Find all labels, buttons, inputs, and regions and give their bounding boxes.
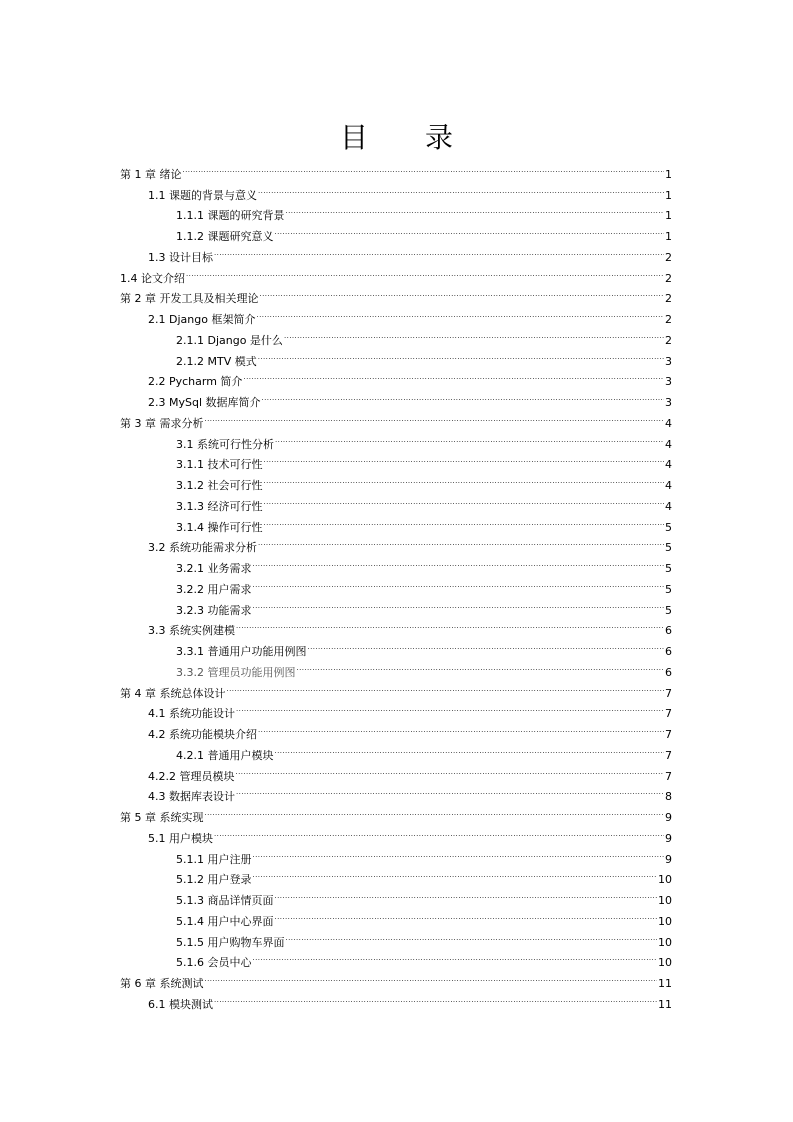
toc-entry-page-number: 4	[665, 416, 672, 430]
toc-entry-page-number: 9	[665, 852, 672, 866]
toc-entry-label: 1.3 设计目标	[148, 250, 213, 264]
toc-leader-dots	[262, 385, 664, 406]
toc-leader-dots	[253, 551, 665, 572]
toc-leader-dots	[236, 697, 664, 718]
toc-leader-dots	[253, 572, 665, 593]
toc-leader-dots	[214, 987, 657, 1008]
toc-entry-page-number: 8	[665, 790, 672, 804]
toc-entry-label: 3.1.3 经济可行性	[176, 499, 263, 513]
toc-entry-label: 第 2 章 开发工具及相关理论	[120, 292, 259, 306]
toc-entry-page-number: 11	[658, 977, 672, 990]
toc-leader-dots	[275, 904, 658, 925]
toc-entry-page-number: 5	[665, 541, 672, 555]
toc-leader-dots	[284, 323, 664, 344]
toc-entry-page-number: 10	[658, 873, 672, 887]
toc-entry-label: 2.2 Pycharm 简介	[148, 375, 243, 389]
toc-entry-label: 3.2.1 业务需求	[176, 562, 252, 575]
toc-leader-dots	[205, 406, 665, 427]
toc-leader-dots	[264, 510, 665, 531]
toc-leader-dots	[186, 261, 664, 282]
toc-entry-label: 1.4 论文介绍	[120, 271, 185, 285]
toc-entry-page-number: 7	[665, 769, 672, 783]
toc-entry-label: 4.3 数据库表设计	[148, 790, 235, 804]
toc-leader-dots	[275, 883, 658, 904]
toc-leader-dots	[275, 427, 664, 448]
page-title: 目 录	[340, 121, 477, 154]
toc-entry[interactable]	[120, 261, 672, 285]
toc-entry-page-number: 5	[665, 603, 672, 617]
toc-entry-page-number: 11	[658, 997, 672, 1011]
toc-entry-page-number: 10	[658, 894, 672, 907]
toc-leader-dots	[227, 676, 665, 697]
toc-entry-page-number: 6	[665, 665, 672, 679]
toc-entry-label: 3.2.2 用户需求	[176, 582, 252, 596]
toc-entry-label: 2.1.1 Django 是什么	[176, 333, 283, 347]
toc-entry-page-number: 7	[665, 707, 672, 721]
toc-leader-dots	[256, 302, 664, 323]
toc-entry-page-number: 2	[665, 271, 672, 285]
toc-entry-page-number: 1	[665, 188, 672, 202]
toc-leader-dots	[264, 489, 665, 510]
toc-entry-label: 5.1.6 会员中心	[176, 956, 252, 970]
toc-entry-label: 4.2.2 管理员模块	[148, 769, 235, 783]
toc-leader-dots	[214, 821, 664, 842]
toc-entry-page-number: 10	[658, 914, 672, 928]
toc-entry-page-number: 10	[658, 935, 672, 949]
toc-entry-label: 1.1 课题的背景与意义	[148, 188, 257, 202]
toc-leader-dots	[275, 738, 665, 759]
toc-entry-label: 2.3 MySql 数据库简介	[148, 396, 261, 409]
toc-entry-page-number: 4	[665, 499, 672, 513]
toc-entry-label: 3.2.3 功能需求	[176, 603, 252, 617]
toc-leader-dots	[260, 282, 665, 303]
toc-entry-page-number: 3	[665, 396, 672, 409]
toc-entry-label: 第 1 章 绪论	[120, 167, 182, 181]
toc-leader-dots	[258, 344, 664, 365]
toc-leader-dots	[286, 925, 658, 946]
toc-entry-label: 4.2 系统功能模块介绍	[148, 728, 257, 741]
toc-entry-page-number: 10	[658, 956, 672, 970]
toc-entry-label: 5.1.2 用户登录	[176, 873, 252, 887]
toc-entry-label: 2.1.2 MTV 模式	[176, 354, 257, 368]
toc-entry-label: 3.3 系统实例建模	[148, 624, 235, 638]
toc-leader-dots	[205, 800, 665, 821]
toc-leader-dots	[214, 240, 664, 261]
toc-entry-page-number: 9	[665, 811, 672, 824]
toc-entry-label: 3.1.2 社会可行性	[176, 479, 263, 492]
toc-entry-label: 3.2 系统功能需求分析	[148, 541, 257, 555]
toc-leader-dots	[286, 199, 665, 220]
toc-entry-label: 3.1.4 操作可行性	[176, 520, 263, 534]
toc-entry-page-number: 1	[665, 230, 672, 243]
toc-entry-label: 1.1.1 课题的研究背景	[176, 209, 285, 223]
toc-entry-page-number: 1	[665, 209, 672, 223]
toc-entry-label: 5.1.1 用户注册	[176, 852, 252, 866]
toc-entry-label: 3.3.2 管理员功能用例图	[176, 665, 296, 679]
toc-entry-page-number: 6	[665, 645, 672, 658]
toc-entry-page-number: 3	[665, 354, 672, 368]
toc-entry-page-number: 4	[665, 479, 672, 492]
toc-leader-dots	[253, 593, 665, 614]
toc-entry-page-number: 4	[665, 458, 672, 472]
toc-entry-page-number: 2	[665, 313, 672, 326]
toc-entry-label: 5.1 用户模块	[148, 831, 213, 845]
toc-entry-label: 第 6 章 系统测试	[120, 977, 204, 990]
toc-entry-label: 第 3 章 需求分析	[120, 416, 204, 430]
toc-leader-dots	[236, 614, 664, 635]
toc-leader-dots	[253, 842, 665, 863]
toc-entry-label: 3.3.1 普通用户功能用例图	[176, 645, 307, 658]
toc-entry-page-number: 5	[665, 520, 672, 534]
toc-entry[interactable]	[120, 157, 672, 181]
toc-leader-dots	[243, 365, 664, 386]
toc-leader-dots	[297, 655, 665, 676]
toc-entry-page-number: 5	[665, 582, 672, 596]
toc-leader-dots	[258, 531, 664, 552]
toc-leader-dots	[275, 219, 665, 240]
toc-entry-label: 3.1.1 技术可行性	[176, 458, 263, 472]
toc-entry-page-number: 4	[665, 437, 672, 451]
toc-entry-label: 6.1 模块测试	[148, 997, 213, 1011]
toc-entry-page-number: 5	[665, 562, 672, 575]
toc-leader-dots	[258, 717, 664, 738]
toc-leader-dots	[308, 634, 665, 655]
toc-entry-page-number: 6	[665, 624, 672, 638]
toc-entry-page-number: 2	[665, 292, 672, 306]
toc-leader-dots	[183, 157, 665, 178]
toc-entry-label: 1.1.2 课题研究意义	[176, 230, 274, 243]
toc-leader-dots	[236, 759, 665, 780]
toc-entry-page-number: 2	[665, 250, 672, 264]
toc-leader-dots	[264, 468, 665, 489]
table-of-contents	[120, 157, 672, 1011]
toc-entry-label: 4.1 系统功能设计	[148, 707, 235, 721]
toc-leader-dots	[264, 448, 665, 469]
toc-entry-page-number: 9	[665, 831, 672, 845]
toc-entry-label: 3.1 系统可行性分析	[176, 437, 274, 451]
toc-entry-label: 第 5 章 系统实现	[120, 811, 204, 824]
toc-entry-label: 2.1 Django 框架简介	[148, 313, 256, 326]
toc-entry[interactable]	[120, 178, 672, 202]
toc-entry-page-number: 7	[665, 686, 672, 700]
toc-entry-page-number: 1	[665, 167, 672, 181]
toc-entry-label: 5.1.5 用户购物车界面	[176, 935, 285, 949]
toc-entry-label: 5.1.4 用户中心界面	[176, 914, 274, 928]
toc-leader-dots	[236, 780, 664, 801]
toc-entry-page-number: 2	[665, 333, 672, 347]
toc-entry-label: 4.2.1 普通用户模块	[176, 748, 274, 762]
toc-entry-page-number: 7	[665, 748, 672, 762]
toc-leader-dots	[253, 946, 658, 967]
toc-leader-dots	[253, 863, 658, 884]
toc-entry-page-number: 7	[665, 728, 672, 741]
toc-leader-dots	[205, 966, 658, 987]
toc-entry-label: 5.1.3 商品详情页面	[176, 894, 274, 907]
toc-entry-label: 第 4 章 系统总体设计	[120, 686, 226, 700]
toc-entry[interactable]	[120, 282, 672, 306]
toc-entry-page-number: 3	[665, 375, 672, 389]
toc-leader-dots	[258, 178, 664, 199]
